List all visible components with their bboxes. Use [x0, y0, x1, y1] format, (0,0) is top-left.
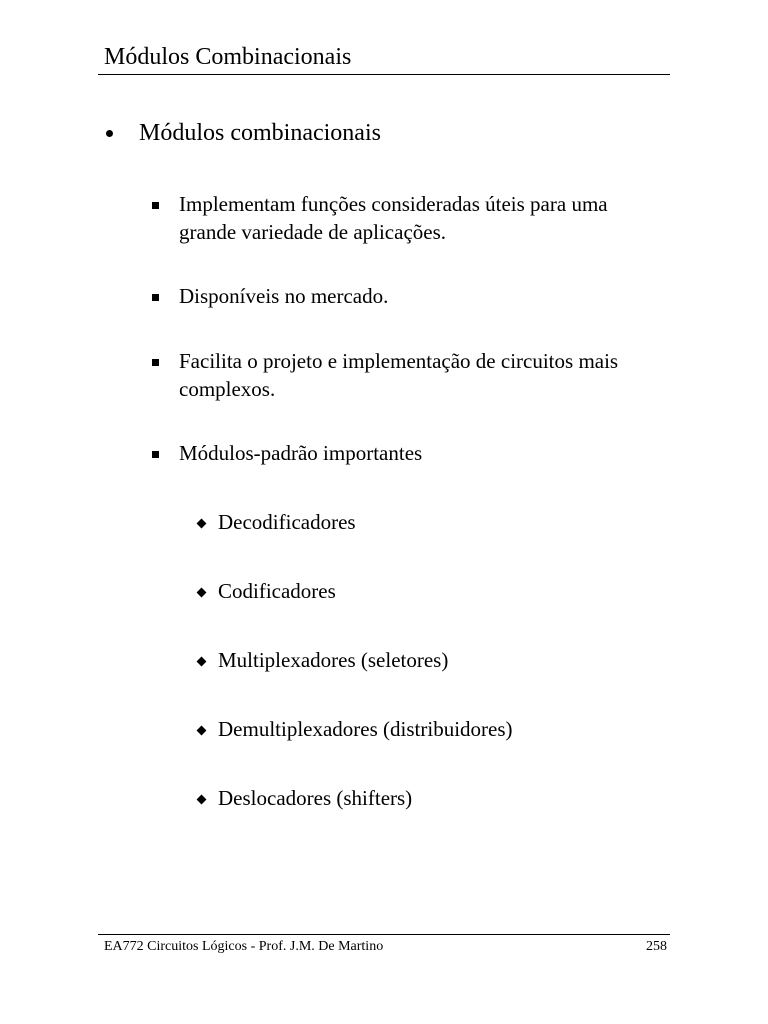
page-title: Módulos Combinacionais: [104, 44, 352, 70]
diamond-bullet-icon: [197, 588, 207, 598]
main-bullet-text: Módulos combinacionais: [139, 120, 381, 146]
sub-bullet-text: Módulos-padrão importantes: [179, 441, 423, 465]
sub-bullet-text: Disponíveis no mercado.: [179, 284, 389, 308]
square-bullet-icon: [152, 202, 159, 209]
diamond-bullet-icon: [197, 795, 207, 805]
diamond-bullet-icon: [197, 519, 207, 529]
diamond-bullet-icon: [197, 726, 207, 736]
footer-divider: [98, 934, 670, 935]
module-item-text: Demultiplexadores (distribuidores): [218, 717, 513, 741]
square-bullet-icon: [152, 451, 159, 458]
module-item-text: Decodificadores: [218, 510, 356, 534]
sub-bullet-text: Implementam funções consideradas úteis para uma: [179, 192, 608, 216]
module-item-text: Codificadores: [218, 579, 336, 603]
page-number: 258: [646, 939, 667, 954]
sub-bullet-text: grande variedade de aplicações.: [179, 220, 447, 244]
diamond-bullet-icon: [197, 657, 207, 667]
round-bullet-icon: [106, 130, 113, 137]
footer-course: EA772 Circuitos Lógicos - Prof. J.M. De Martino: [104, 939, 384, 954]
title-divider: [98, 74, 670, 75]
sub-bullet-text: Facilita o projeto e implementação de circuitos mais: [179, 349, 619, 373]
square-bullet-icon: [152, 359, 159, 366]
sub-bullet-text: complexos.: [179, 377, 276, 401]
square-bullet-icon: [152, 294, 159, 301]
module-item-text: Deslocadores (shifters): [218, 786, 413, 810]
module-item-text: Multiplexadores (seletores): [218, 648, 449, 672]
